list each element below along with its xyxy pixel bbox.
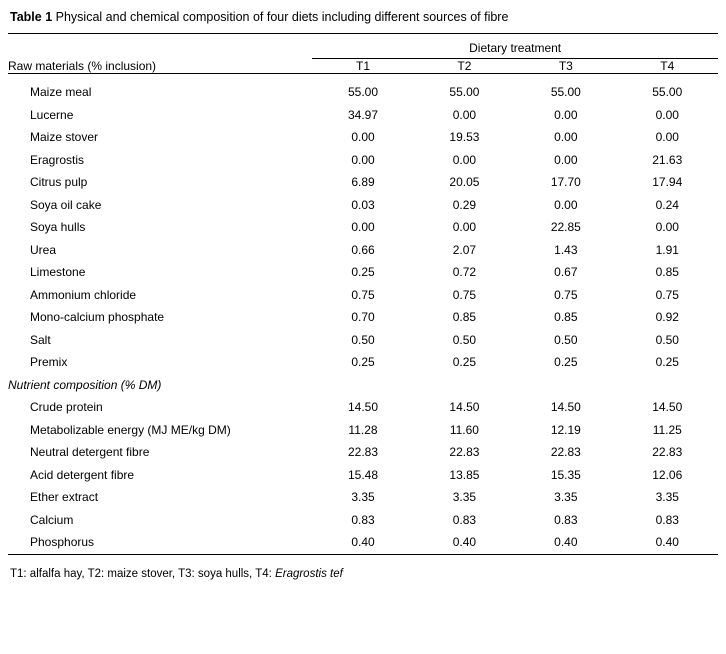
cell-t4: 0.25 [655, 355, 679, 369]
cell-t2: 0.29 [452, 197, 477, 212]
row-label: Limestone [30, 265, 86, 279]
column-header-t2: T2 [457, 59, 472, 73]
cell-t3: 0.75 [554, 287, 578, 302]
cell-t3: 15.35 [550, 467, 581, 482]
cell-t2: 0.25 [452, 355, 477, 369]
cell-t1: 0.25 [351, 355, 375, 369]
rule-cell-4 [617, 34, 718, 42]
cell-t3: 12.19 [550, 422, 581, 437]
rule-cell-0 [8, 34, 312, 42]
cell-t1: 0.03 [351, 197, 375, 212]
column-header-t4: T4 [660, 59, 675, 73]
column-header-row [8, 59, 718, 74]
cell-t2: 3.35 [452, 490, 477, 504]
cell-t4: 0.83 [655, 512, 679, 527]
rule-cell-1 [312, 34, 413, 42]
table-row [8, 351, 718, 374]
table-caption [8, 0, 718, 33]
cell-t1: 11.28 [348, 422, 378, 437]
row-label: Urea [30, 242, 57, 257]
cell-t1: 55.00 [347, 85, 378, 99]
rule2-cell-2 [414, 74, 515, 82]
cell-t1: 6.89 [351, 175, 375, 189]
table-row [8, 104, 718, 127]
row-label: Lucerne [30, 107, 74, 122]
cell-t3: 0.00 [554, 107, 578, 122]
table-footnote [8, 562, 718, 580]
row-label: Salt [30, 332, 51, 347]
cell-t3: 0.00 [554, 197, 578, 212]
row-label: Maize meal [30, 85, 92, 99]
section-blank-3 [515, 374, 616, 397]
cell-t2: 11.60 [449, 422, 479, 437]
cell-t4: 1.91 [655, 242, 679, 257]
cell-t1: 0.25 [351, 265, 375, 279]
cell-t3: 3.35 [554, 490, 578, 504]
row-label: Ammonium chloride [30, 287, 137, 302]
cell-t1: 0.66 [351, 242, 375, 257]
rule2-cell-1 [312, 74, 413, 82]
table-row [8, 261, 718, 284]
row-label: Crude protein [30, 400, 103, 414]
cell-t4: 3.35 [655, 490, 679, 504]
cell-t4: 0.00 [655, 130, 679, 144]
section-blank-2 [414, 374, 515, 397]
rule3-cell-1 [312, 554, 413, 562]
cell-t4: 17.94 [652, 175, 683, 189]
cell-t4: 0.75 [655, 287, 679, 302]
cell-t3: 22.83 [550, 445, 581, 459]
cell-t2: 20.05 [449, 175, 480, 189]
cell-t4: 0.00 [655, 220, 679, 234]
section-header-row [8, 374, 718, 397]
cell-t2: 0.75 [452, 287, 477, 302]
row-label: Calcium [30, 512, 74, 527]
table-row [8, 216, 718, 239]
table-bottom-rule [8, 554, 718, 562]
cell-t1: 0.00 [351, 220, 375, 234]
cell-t3: 0.25 [554, 355, 578, 369]
cell-t2: 0.50 [452, 332, 477, 347]
section-blank-1 [312, 374, 413, 397]
cell-t3: 22.85 [550, 220, 581, 234]
cell-t4: 22.83 [652, 445, 683, 459]
table-row [8, 171, 718, 194]
row-label: Metabolizable energy (MJ ME/kg DM) [30, 422, 231, 437]
cell-t4: 0.24 [655, 197, 679, 212]
cell-t3: 17.70 [550, 175, 581, 189]
row-label: Citrus pulp [30, 175, 88, 189]
section-title: Nutrient composition (% DM) [8, 377, 162, 392]
row-label: Soya hulls [30, 220, 86, 234]
cell-t4: 0.00 [655, 107, 679, 122]
cell-t2: 14.50 [449, 400, 480, 414]
group-header-dietary-treatment [312, 41, 718, 59]
cell-t1: 0.83 [351, 512, 375, 527]
rule-cell-3 [515, 34, 616, 42]
cell-t3: 0.85 [554, 310, 578, 324]
table-caption-label: Table 1 [10, 10, 53, 24]
cell-t1: 34.97 [347, 107, 378, 122]
rule2-cell-0 [8, 74, 312, 82]
cell-t2: 0.40 [452, 535, 477, 549]
cell-t1: 15.48 [347, 467, 378, 482]
table-caption-text: Physical and chemical composition of four diets including different sources of fibre [55, 10, 509, 24]
cell-t1: 0.40 [351, 535, 375, 549]
cell-t2: 13.85 [449, 467, 480, 482]
row-label: Mono-calcium phosphate [30, 310, 165, 324]
cell-t2: 0.00 [452, 107, 477, 122]
table-row [8, 81, 718, 104]
cell-t3: 0.50 [554, 332, 578, 347]
cell-t1: 22.83 [347, 445, 378, 459]
cell-t3: 14.50 [550, 400, 581, 414]
cell-t2: 2.07 [452, 242, 477, 257]
table-row [8, 419, 718, 442]
cell-t4: 14.50 [652, 400, 683, 414]
cell-t1: 0.00 [351, 152, 375, 167]
table-row [8, 239, 718, 262]
cell-t1: 14.50 [347, 400, 378, 414]
cell-t4: 0.50 [655, 332, 679, 347]
table-row [8, 306, 718, 329]
rule2-cell-3 [515, 74, 616, 82]
footnote-species-name: Eragrostis tef [275, 567, 343, 580]
cell-t3: 1.43 [554, 242, 578, 257]
cell-t2: 0.83 [452, 512, 477, 527]
group-header-row [8, 41, 718, 59]
cell-t3: 0.00 [554, 152, 578, 167]
rule-cell-2 [414, 34, 515, 42]
row-label: Maize stover [30, 130, 99, 144]
table-row [8, 329, 718, 352]
row-header-label: Raw materials (% inclusion) [8, 59, 157, 73]
table-row [8, 509, 718, 532]
table-row [8, 441, 718, 464]
table-row [8, 149, 718, 172]
table-row [8, 486, 718, 509]
row-label: Acid detergent fibre [30, 467, 135, 482]
column-header-t3: T3 [558, 59, 573, 73]
cell-t2: 55.00 [449, 85, 480, 99]
cell-t4: 0.85 [655, 265, 679, 279]
cell-t4: 11.25 [652, 422, 682, 437]
section-blank-4 [617, 374, 718, 397]
cell-t4: 12.06 [652, 467, 683, 482]
cell-t3: 0.67 [554, 265, 578, 279]
cell-t2: 0.00 [452, 220, 477, 234]
composition-table [8, 33, 718, 562]
header-bottom-rule [8, 74, 718, 82]
group-header-label: Dietary treatment [469, 41, 562, 55]
cell-t1: 0.00 [351, 130, 375, 144]
rule3-cell-2 [414, 554, 515, 562]
footnote-text: T1: alfalfa hay, T2: maize stover, T3: soya hulls, T4: [10, 567, 276, 580]
table-row [8, 126, 718, 149]
row-label: Premix [30, 355, 68, 369]
rule2-cell-4 [617, 74, 718, 82]
table-top-rule [8, 34, 718, 42]
row-label: Neutral detergent fibre [30, 445, 150, 459]
rule3-cell-3 [515, 554, 616, 562]
rule3-cell-0 [8, 554, 312, 562]
cell-t1: 3.35 [351, 490, 375, 504]
cell-t1: 0.70 [351, 310, 375, 324]
cell-t4: 21.63 [652, 152, 683, 167]
column-header-t1: T1 [355, 59, 370, 73]
group-header-rule [312, 58, 718, 59]
cell-t4: 0.40 [655, 535, 679, 549]
cell-t2: 22.83 [449, 445, 480, 459]
cell-t4: 55.00 [652, 85, 683, 99]
table-row [8, 194, 718, 217]
cell-t1: 0.75 [351, 287, 375, 302]
table-row [8, 396, 718, 419]
cell-t3: 55.00 [550, 85, 581, 99]
cell-t2: 0.72 [452, 265, 477, 279]
table-row [8, 464, 718, 487]
row-label: Eragrostis [30, 152, 85, 167]
row-label: Phosphorus [30, 535, 95, 549]
cell-t2: 0.85 [452, 310, 477, 324]
cell-t3: 0.40 [554, 535, 578, 549]
cell-t3: 0.83 [554, 512, 578, 527]
cell-t1: 0.50 [351, 332, 375, 347]
cell-t3: 0.00 [554, 130, 578, 144]
cell-t2: 19.53 [449, 130, 480, 144]
table-row [8, 531, 718, 554]
table-row [8, 284, 718, 307]
group-header-blank [8, 41, 312, 59]
row-label: Soya oil cake [30, 197, 102, 212]
row-label: Ether extract [30, 490, 99, 504]
cell-t2: 0.00 [452, 152, 477, 167]
rule3-cell-4 [617, 554, 718, 562]
cell-t4: 0.92 [655, 310, 679, 324]
